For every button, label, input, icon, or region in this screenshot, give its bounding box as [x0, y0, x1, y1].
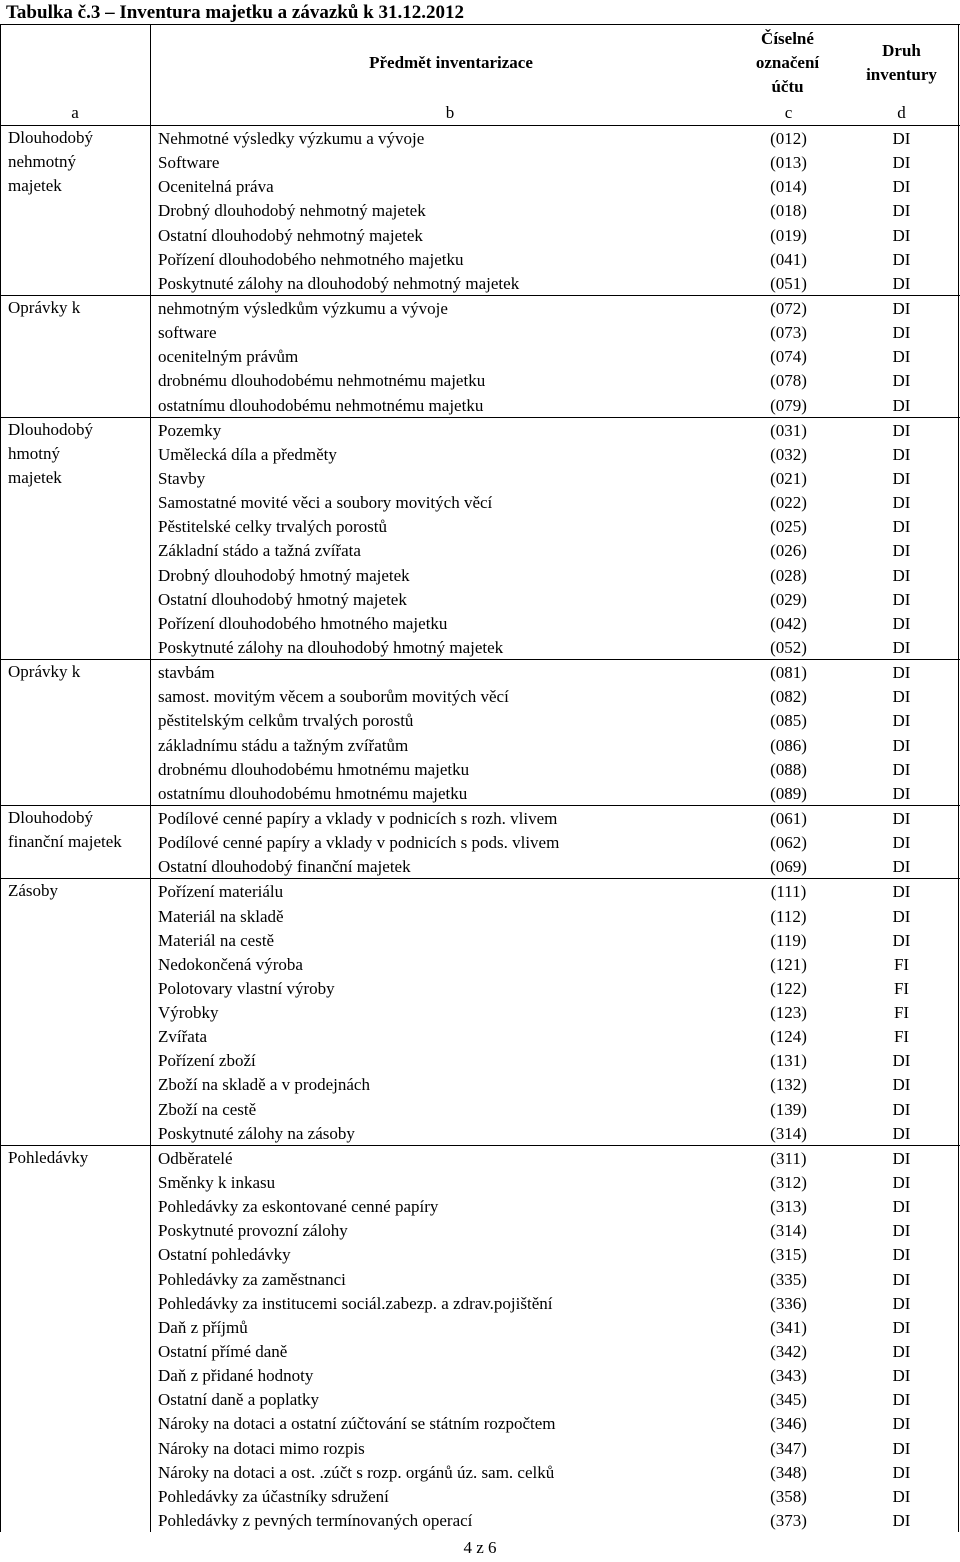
account-code: (112): [770, 906, 807, 926]
item-name: Umělecká díla a předměty: [158, 444, 337, 464]
column-divider-a: [150, 24, 151, 1532]
item-name: Zvířata: [158, 1027, 208, 1047]
table-row: [0, 320, 960, 344]
inventory-type: DI: [892, 1414, 911, 1434]
inventory-type: DI: [892, 225, 911, 245]
table-row: [0, 150, 960, 174]
inventory-type: DI: [892, 1342, 911, 1362]
account-code: (123): [770, 1003, 807, 1023]
account-code: (079): [770, 395, 807, 415]
account-code: (069): [770, 857, 807, 877]
table-row: [0, 174, 960, 198]
row-group: [0, 125, 960, 295]
inventory-type: DI: [892, 1293, 911, 1313]
account-code: (124): [770, 1027, 807, 1047]
item-name: Nároky na dotaci mimo rozpis: [158, 1438, 365, 1458]
table-row: [0, 442, 960, 466]
item-name: Pohledávky za účastníky sdružení: [158, 1486, 389, 1506]
inventory-type: DI: [892, 1438, 911, 1458]
table-row: [0, 1194, 960, 1218]
item-name: Poskytnuté zálohy na dlouhodobý nehmotný majetek: [158, 273, 520, 293]
item-name: Pořízení zboží: [158, 1051, 256, 1071]
item-name: drobnému dlouhodobému hmotnému majetku: [158, 759, 470, 779]
inventory-type: FI: [893, 1003, 910, 1023]
table-row: [0, 684, 960, 708]
table-row: [0, 538, 960, 562]
table-row: [0, 1000, 960, 1024]
inventory-type: FI: [893, 978, 910, 998]
table-row: [0, 126, 960, 150]
account-code: (311): [770, 1148, 807, 1168]
account-code: (111): [770, 882, 807, 902]
account-code: (061): [770, 808, 807, 828]
account-code: (121): [770, 954, 807, 974]
inventory-type: FI: [893, 1027, 910, 1047]
account-code: (014): [770, 177, 807, 197]
table-row: [0, 296, 960, 320]
table-row: [0, 1121, 960, 1145]
column-letter-c: c: [784, 103, 793, 122]
inventory-type: DI: [892, 1051, 911, 1071]
account-code: (343): [770, 1366, 807, 1386]
item-name: Ocenitelná práva: [158, 177, 274, 197]
item-name: Ostatní dlouhodobý finanční majetek: [158, 857, 411, 877]
inventory-type: DI: [892, 395, 911, 415]
account-code: (085): [770, 711, 807, 731]
table-row: [0, 611, 960, 635]
account-code: (041): [770, 249, 807, 269]
table-header: [0, 24, 960, 101]
column-letter-b: b: [445, 103, 455, 122]
item-name: Zboží na skladě a v prodejnách: [158, 1075, 370, 1095]
account-code: (013): [770, 153, 807, 173]
item-name: ostatnímu dlouhodobému hmotnému majetku: [158, 783, 468, 803]
table-row: [0, 393, 960, 417]
item-name: Pořízení dlouhodobého nehmotného majetku: [158, 249, 464, 269]
inventory-type: DI: [892, 930, 911, 950]
item-name: Pozemky: [158, 420, 222, 440]
inventory-type: DI: [892, 613, 911, 633]
item-name: Pohledávky za eskontované cenné papíry: [158, 1197, 439, 1217]
item-name: Drobný dlouhodobý nehmotný majetek: [158, 201, 426, 221]
account-code: (342): [770, 1342, 807, 1362]
account-code: (021): [770, 468, 807, 488]
inventory-type: DI: [892, 906, 911, 926]
item-name: Materiál na skladě: [158, 906, 284, 926]
account-code: (028): [770, 565, 807, 585]
table-row: [0, 368, 960, 392]
group-label: Zásoby: [8, 881, 59, 901]
inventory-type: DI: [892, 249, 911, 269]
inventory-type: DI: [892, 589, 911, 609]
page-number: 4 z 6: [463, 1538, 497, 1557]
table-row: [0, 1436, 960, 1460]
account-code: (081): [770, 663, 807, 683]
item-name: Ostatní daně a poplatky: [158, 1390, 319, 1410]
account-code: (347): [770, 1438, 807, 1458]
account-code: (025): [770, 517, 807, 537]
item-name: Ostatní pohledávky: [158, 1245, 291, 1265]
table-row: [0, 1242, 960, 1266]
table-row: [0, 1170, 960, 1194]
account-code: (018): [770, 201, 807, 221]
inventory-type: DI: [892, 420, 911, 440]
table-row: [0, 928, 960, 952]
inventory-type: DI: [892, 1269, 911, 1289]
table-row: [0, 1048, 960, 1072]
inventory-type: DI: [892, 517, 911, 537]
table-row: [0, 952, 960, 976]
inventory-type: DI: [892, 468, 911, 488]
inventory-type: DI: [892, 1075, 911, 1095]
account-code: (031): [770, 420, 807, 440]
inventory-type: DI: [892, 323, 911, 343]
table-body: [0, 125, 960, 1532]
item-name: pěstitelským celkům trvalých porostů: [158, 711, 414, 731]
item-name: samost. movitým věcem a souborům movitých věcí: [158, 687, 509, 707]
table-row: [0, 781, 960, 805]
item-name: Ostatní dlouhodobý hmotný majetek: [158, 589, 407, 609]
header-subject: Předmět inventarizace: [369, 53, 533, 72]
account-code: (088): [770, 759, 807, 779]
row-group: [0, 659, 960, 805]
inventory-type: DI: [892, 882, 911, 902]
inventory-type: DI: [892, 1099, 911, 1119]
table-row: [0, 1484, 960, 1508]
inventory-type: DI: [892, 201, 911, 221]
table-row: [0, 247, 960, 271]
table-row: [0, 1363, 960, 1387]
table-row: [0, 1267, 960, 1291]
table-row: [0, 1291, 960, 1315]
account-code: (336): [770, 1293, 807, 1313]
item-name: základnímu stádu a tažným zvířatům: [158, 735, 409, 755]
item-name: Ostatní dlouhodobý nehmotný majetek: [158, 225, 423, 245]
table-row: [0, 854, 960, 878]
item-name: ostatnímu dlouhodobému nehmotnému majetku: [158, 395, 484, 415]
table-row: [0, 1024, 960, 1048]
item-name: Pořízení dlouhodobého hmotného majetku: [158, 613, 448, 633]
item-name: Odběratelé: [158, 1148, 233, 1168]
right-border: [958, 24, 959, 1532]
inventory-type: DI: [892, 1317, 911, 1337]
account-code: (348): [770, 1462, 807, 1482]
inventory-type: DI: [892, 833, 911, 853]
account-code: (313): [770, 1197, 807, 1217]
item-name: Drobný dlouhodobý hmotný majetek: [158, 565, 410, 585]
row-group: [0, 295, 960, 417]
table-row: [0, 271, 960, 295]
inventory-type: DI: [892, 1511, 911, 1531]
item-name: Ostatní přímé daně: [158, 1342, 288, 1362]
inventory-type: DI: [892, 735, 911, 755]
account-code: (051): [770, 273, 807, 293]
item-name: Poskytnuté zálohy na zásoby: [158, 1123, 355, 1143]
row-group: [0, 1145, 960, 1532]
inventory-type: DI: [892, 1221, 911, 1241]
account-code: (341): [770, 1317, 807, 1337]
table-row: [0, 587, 960, 611]
row-group: [0, 805, 960, 878]
inventory-type: DI: [892, 1390, 911, 1410]
left-border: [0, 24, 1, 1532]
table-row: [0, 635, 960, 659]
column-letter-a: a: [71, 103, 79, 122]
account-code: (029): [770, 589, 807, 609]
inventory-type: DI: [892, 759, 911, 779]
inventory-type: DI: [892, 1197, 911, 1217]
account-code: (139): [770, 1099, 807, 1119]
item-name: Základní stádo a tažná zvířata: [158, 541, 361, 561]
inventory-type: DI: [892, 637, 911, 657]
inventory-type: DI: [892, 565, 911, 585]
table-row: [0, 830, 960, 854]
inventory-type: DI: [892, 177, 911, 197]
table-row: [0, 1339, 960, 1363]
item-name: Nároky na dotaci a ostatní zúčtování se státním rozpočtem: [158, 1414, 556, 1434]
item-name: ocenitelným právům: [158, 347, 299, 367]
item-name: Pohledávky za zaměstnanci: [158, 1269, 346, 1289]
account-code: (072): [770, 298, 807, 318]
account-code: (086): [770, 735, 807, 755]
group-label: Pohledávky: [8, 1147, 89, 1167]
account-code: (358): [770, 1486, 807, 1506]
item-name: Daň z příjmů: [158, 1317, 248, 1337]
table-row: [0, 733, 960, 757]
account-code: (022): [770, 493, 807, 513]
inventory-type: DI: [892, 783, 911, 803]
table-row: [0, 660, 960, 684]
inventory-table: [0, 24, 960, 1532]
inventory-type: DI: [892, 347, 911, 367]
inventory-type: DI: [892, 493, 911, 513]
table-row: [0, 806, 960, 830]
account-code: (312): [770, 1173, 807, 1193]
item-name: Pořízení materiálu: [158, 882, 284, 902]
item-name: Výrobky: [158, 1003, 219, 1023]
item-name: Software: [158, 153, 220, 173]
table-row: [0, 198, 960, 222]
table-row: [0, 1387, 960, 1411]
item-name: nehmotným výsledkům výzkumu a vývoje: [158, 298, 448, 318]
table-row: [0, 879, 960, 903]
account-code: (012): [770, 129, 807, 148]
inventory-type: DI: [892, 541, 911, 561]
inventory-type: DI: [892, 663, 911, 683]
account-code: (315): [770, 1245, 807, 1265]
account-code: (345): [770, 1390, 807, 1410]
item-name: Polotovary vlastní výroby: [158, 978, 335, 998]
table-row: [0, 563, 960, 587]
table-row: [0, 223, 960, 247]
account-code: (089): [770, 783, 807, 803]
item-name: Pohledávky za institucemi sociál.zabezp. a zdrav.pojištění: [158, 1293, 553, 1313]
table-row: [0, 1460, 960, 1484]
inventory-type: DI: [892, 1486, 911, 1506]
table-row: [0, 1315, 960, 1339]
inventory-type: DI: [892, 1173, 911, 1193]
item-name: Zboží na cestě: [158, 1099, 257, 1119]
inventory-type: FI: [893, 954, 910, 974]
item-name: Daň z přidané hodnoty: [158, 1366, 314, 1386]
item-name: Samostatné movité věci a soubory movitých věcí: [158, 493, 493, 513]
account-code: (026): [770, 541, 807, 561]
table-row: [0, 1097, 960, 1121]
inventory-type: DI: [892, 1245, 911, 1265]
table-row: [0, 976, 960, 1000]
table-row: [0, 418, 960, 442]
item-name: Nároky na dotaci a ost. .zúčt s rozp. orgánů úz. sam. celků: [158, 1462, 555, 1482]
item-name: stavbám: [158, 663, 215, 683]
item-name: Poskytnuté provozní zálohy: [158, 1221, 348, 1241]
item-name: drobnému dlouhodobému nehmotnému majetku: [158, 371, 486, 391]
table-row: [0, 344, 960, 368]
table-row: [0, 466, 960, 490]
account-code: (078): [770, 371, 807, 391]
item-name: Materiál na cestě: [158, 930, 275, 950]
account-code: (082): [770, 687, 807, 707]
table-row: [0, 1508, 960, 1532]
table-row: [0, 708, 960, 732]
row-group: [0, 417, 960, 659]
account-code: (346): [770, 1414, 807, 1434]
header-inventory-type: Druh inventury: [866, 41, 937, 84]
group-label: Dlouhodobý finanční majetek: [8, 807, 122, 851]
account-code: (373): [770, 1511, 807, 1531]
item-name: Stavby: [158, 468, 206, 488]
inventory-type: DI: [892, 1366, 911, 1386]
account-code: (074): [770, 347, 807, 367]
inventory-type: DI: [892, 444, 911, 464]
inventory-type: DI: [892, 1123, 911, 1143]
document-title: Tabulka č.3 – Inventura majetku a závazků k 31.12.2012: [6, 2, 464, 23]
group-label: Dlouhodobý nehmotný majetek: [8, 128, 93, 195]
row-group: [0, 878, 960, 1145]
column-letters-row: [0, 101, 960, 125]
group-label: Dlouhodobý hmotný majetek: [8, 419, 93, 487]
inventory-type: DI: [892, 298, 911, 318]
account-code: (314): [770, 1123, 807, 1143]
header-account-number: Číselné označení účtu: [755, 29, 820, 96]
account-code: (132): [770, 1075, 807, 1095]
item-name: Pěstitelské celky trvalých porostů: [158, 517, 387, 537]
inventory-type: DI: [892, 687, 911, 707]
table-row: [0, 757, 960, 781]
inventory-type: DI: [892, 273, 911, 293]
account-code: (042): [770, 613, 807, 633]
column-letter-d: d: [897, 103, 906, 122]
account-code: (314): [770, 1221, 807, 1241]
item-name: Pohledávky z pevných termínovaných operací: [158, 1511, 473, 1531]
group-label: Oprávky k: [8, 297, 81, 317]
account-code: (119): [770, 930, 807, 950]
item-name: Směnky k inkasu: [158, 1173, 276, 1193]
item-name: Podílové cenné papíry a vklady v podnicích s rozh. vlivem: [158, 808, 558, 828]
table-row: [0, 1411, 960, 1435]
table-row: [0, 490, 960, 514]
item-name: Podílové cenné papíry a vklady v podnicích s pods. vlivem: [158, 833, 560, 853]
account-code: (019): [770, 225, 807, 245]
inventory-type: DI: [892, 153, 911, 173]
inventory-type: DI: [892, 129, 911, 148]
inventory-type: DI: [892, 371, 911, 391]
account-code: (122): [770, 978, 807, 998]
table-row: [0, 1218, 960, 1242]
group-label: Oprávky k: [8, 662, 81, 682]
table-row: [0, 514, 960, 538]
item-name: Poskytnuté zálohy na dlouhodobý hmotný majetek: [158, 637, 504, 657]
account-code: (073): [770, 323, 807, 343]
account-code: (032): [770, 444, 807, 464]
account-code: (062): [770, 833, 807, 853]
inventory-type: DI: [892, 1148, 911, 1168]
item-name: Nehmotné výsledky výzkumu a vývoje: [158, 129, 425, 148]
inventory-type: DI: [892, 857, 911, 877]
inventory-type: DI: [892, 1462, 911, 1482]
inventory-type: DI: [892, 711, 911, 731]
account-code: (052): [770, 637, 807, 657]
table-row: [0, 904, 960, 928]
account-code: (131): [770, 1051, 807, 1071]
item-name: software: [158, 323, 217, 343]
account-code: (335): [770, 1269, 807, 1289]
table-row: [0, 1146, 960, 1170]
inventory-type: DI: [892, 808, 911, 828]
table-row: [0, 1072, 960, 1096]
item-name: Nedokončená výroba: [158, 954, 303, 974]
